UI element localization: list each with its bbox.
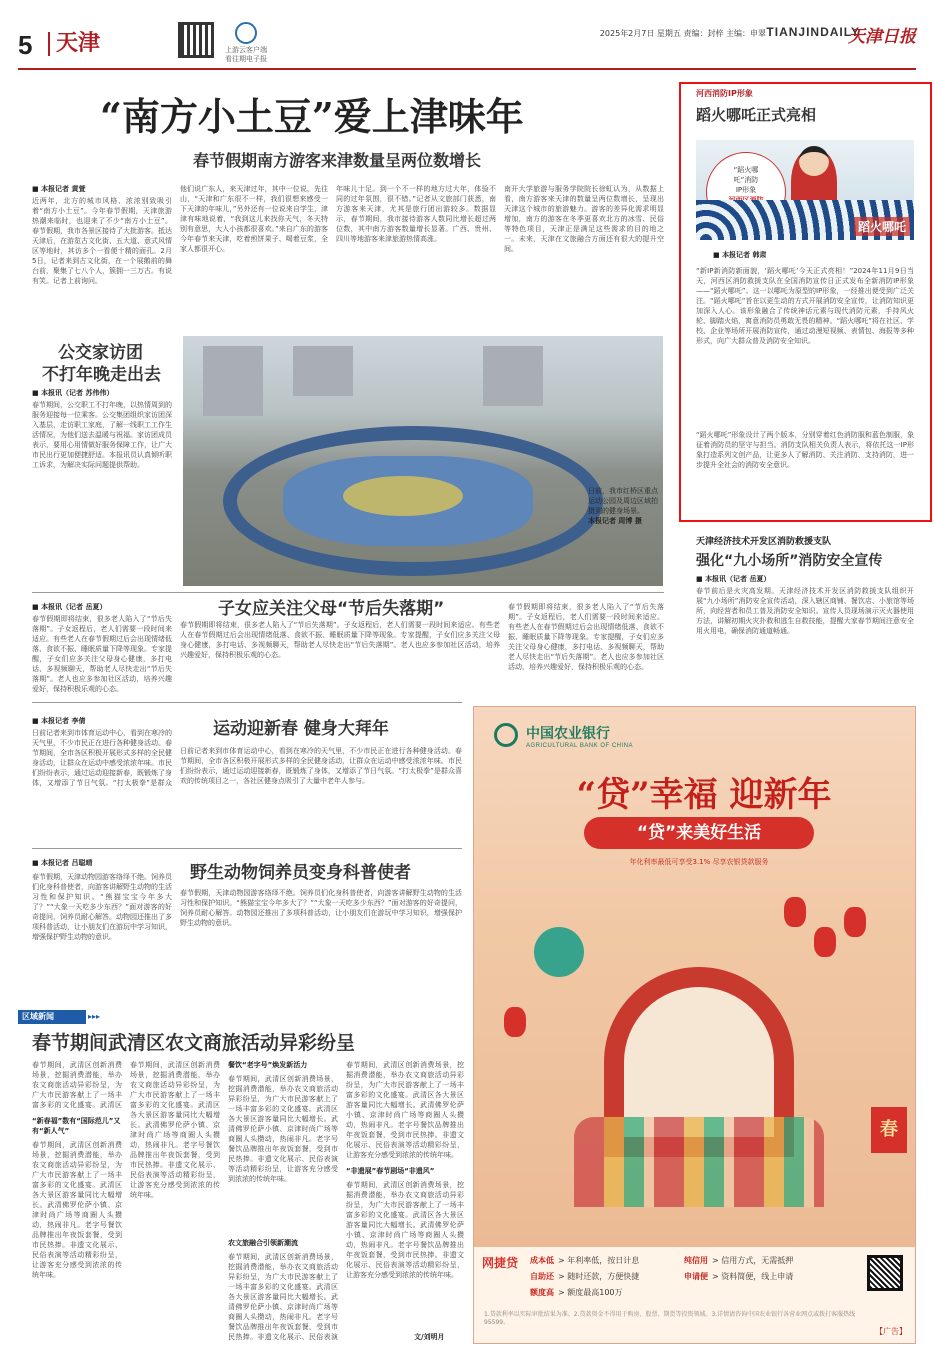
ad-row-4-value: > 信用方式，无需抵押 xyxy=(712,1256,794,1265)
circle-line-3: IP形象 xyxy=(735,186,757,194)
article-wuqing-text-5: 春节期间，武清区创新消费场景，挖掘消费潜能，举办农文商旅活动异彩纷呈，为广大市民游客献上了一场丰富多彩的文化盛宴。武清区各大景区游客量同比大幅增长。武清佛罗伦萨小镇、京津时尚广场等商圈人头攒动，热闹非凡。老字号餐饮品牌推出年夜饭套餐，受到市民热捧。非遗文化展示、民俗表演 xyxy=(228,1253,338,1341)
ad-bank-name xyxy=(526,723,633,749)
app-qr-caption[interactable] xyxy=(223,22,269,62)
ad-small-line: 年化利率最低可享受3.1% 尽享农银贷款服务 xyxy=(629,858,769,866)
ad-row-2-value: > 随时还款，方便快捷 xyxy=(558,1272,640,1281)
newspaper-page xyxy=(18,16,916,1346)
article-fire-title[interactable]: 强化“九小场所”消防安全宣传 xyxy=(696,553,883,569)
section-bar[interactable]: 区域新闻 ▸▸▸ xyxy=(18,1010,86,1024)
article-wildlife-text-2: 春节假期，天津动物园游客络绎不绝。饲养员们化身科普使者，向游客讲解野生动物的生活习性和保护知识。“熊猫宝宝今年多大了？”“大象一天吃多少东西？”面对游客的好奇提问，饲养员耐心解答。动物园还推出了多项科普活动，让小朋友们在游玩中学习知识，增强保护野生动物的意识。 xyxy=(180,889,462,927)
ad-fine-print: 1.贷款利率以实际审批结果为准。2.贷款资金不得用于购房、股票、期货等投资领域。3.详情请咨询中国农业银行各营业网点或拨打客服热线95599。 xyxy=(484,1311,856,1326)
article-wuqing-text-4: 春节期间，武清区创新消费场景，挖掘消费潜能，举办农文商旅活动异彩纷呈，为广大市民游客献上了一场丰富多彩的文化盛宴。武清区各大景区游客量同比大幅增长。武清佛罗伦萨小镇、京津时尚广场等商圈人头攒动，热闹非凡。老字号餐饮品牌推出年夜饭套餐，受到市民热捧。非遗文化展示、民俗表演等活动精彩纷呈，让游客充分感受到浓浓的传统年味。 xyxy=(228,1075,338,1183)
image-tag: 蹈火哪吒 xyxy=(854,217,910,236)
photo-caption xyxy=(588,486,660,526)
article-sport-title[interactable]: 运动迎新春 健身大拜年 xyxy=(213,719,389,739)
family-figures xyxy=(574,1117,824,1207)
ad-slogan-2: “贷”来美好生活 xyxy=(584,817,814,849)
article-bus-title-1[interactable]: 公交家访团 xyxy=(58,343,143,363)
lead-col-1: 近两年，北方的城市风格、浓浓别致吸引着“南方小土豆”。今年春节假期，天津旅游热潮来临时，也迎来了不少“南方小土豆”。春节假期，我市各景区接待了大批游客。抵达天津后，在游览古文化街、五大道、意式风情区等地时，其访多个一看便十精的面孔。2月5日，记者来到古文化街，在一个展鹅前的舞台前，聚集了七八个人，簇拥一三万古。有说有笑。记者上前询问。 xyxy=(32,197,172,285)
ad-row-1 xyxy=(530,1255,639,1266)
article-wuqing-text-1: 春节期间，武清区创新消费场景，挖掘消费潜能，举办农文商旅活动异彩纷呈，为广大市民游客献上了一场丰富多彩的文化盛宴。武清区 xyxy=(32,1061,122,1109)
article-sport-byline: ■ 本报记者 李倩 xyxy=(32,716,86,726)
brand-cn: 天津日报 xyxy=(848,27,916,47)
ad-bank-name-cn: 中国农业银行 xyxy=(526,726,610,742)
qr-caption-2: 看往期电子报 xyxy=(225,55,267,63)
article-wildlife-byline: ■ 本报记者 吕聪晴 xyxy=(32,858,93,868)
ad-row-1-value: > 年利率低，按日计息 xyxy=(558,1256,640,1265)
article-fire-text: 春节前后是火灾高发期。天津经济技术开发区消防救援支队组织开展“九小场所”消防安全宣传活动，深入辖区商铺、餐饮店、小旅馆等场所，向经营者和员工普及消防安全知识。宣传人员现场演示灭火器使用方法，讲解初期火灾扑救和逃生自救技能，提醒大家春节期间注意安全用火用电，确保消防通道畅通。 xyxy=(696,587,914,635)
circle-line-1: “蹈火哪 xyxy=(733,166,759,174)
article-parents-title[interactable]: 子女应关注父母“节后失落期” xyxy=(218,599,445,619)
article-sport-text-1: 日前记者来到市体育运动中心，看到在寒冷的天气里，不少市民正在进行各种健身活动。春节期间，全市各区积极开展形式多样的全民健身活动，让群众在运动中感受浓浓年味。市民们纷纷表示，通过运动迎接新春，既锻炼了身体，又增添了节日气氛。“打太极拳”是群众 xyxy=(32,729,172,787)
article-fire-byline: ■ 本报讯（记者 岳夏） xyxy=(696,574,771,584)
lead-col-3: 年味儿十足。到一个不一样的地方过大年，体验不同的过年氛围，很不错。”记者从文旅部门获悉，南方游客来天津，尤其是旅行团出游较多。数据显示，春节期间，我市接待游客人数同比增长超过两位数，其中南方游客数量增长显著。广西、贵州、四川等地游客来津旅游热情高涨。 xyxy=(336,185,496,243)
ad-slogan: “贷”幸福 迎新年 xyxy=(576,775,832,815)
abc-logo-icon xyxy=(494,723,518,747)
article-sport-text-2: 日前记者来到市体育运动中心，看到在寒冷的天气里，不少市民正在进行各种健身活动。春节期间，全市各区积极开展形式多样的全民健身活动，让群众在运动中感受浓浓年味。市民们纷纷表示，通过运动迎接新春，既锻炼了身体，又增添了节日气氛。“打太极拳”是群众喜欢的传统项目之一，各社区健身点吸引了大量中老年人参与。 xyxy=(180,747,462,785)
section-name: 天津 xyxy=(48,32,100,56)
ad-tag: 【广告】 xyxy=(875,1327,907,1336)
article-wildlife-title[interactable]: 野生动物饲养员变身科普使者 xyxy=(190,863,411,883)
nezha-image[interactable] xyxy=(696,140,914,240)
ad-row-5-key: 申请便 xyxy=(684,1272,708,1281)
lantern-icon xyxy=(784,897,806,927)
article-wuqing-text-3: 春节期间，武清区创新消费场景，挖掘消费潜能，举办农文商旅活动异彩纷呈，为广大市民游客献上了一场丰富多彩的文化盛宴。武清区各大景区游客量同比大幅增长。武清佛罗伦萨小镇、京津时尚广场等商圈人头攒动，热闹非凡。老字号餐饮品牌推出年夜饭套餐，受到市民热捧。非遗文化展示、民俗表演等活动精彩纷呈，让游客充分感受到浓浓的传统年味。 xyxy=(130,1061,220,1199)
article-bus-text: 春节期间，公交职工不打年晚，以热情周到的服务迎接每一位乘客。公交集团组织家访团深入基层，走访职工家庭，了解一线职工工作生活情况，为他们送去温暖与祝福。家访团成员表示，要用心用情做好服务保障工作，让广大市民出行更加便捷舒适。本报讯员认真倾听职工诉求，为解决实际问题提供帮助。 xyxy=(32,401,172,469)
sidebox-kicker: 河西消防IP形象 xyxy=(696,89,753,98)
lead-byline: ■ 本报记者 黄萱 xyxy=(32,184,86,194)
building-shape xyxy=(293,346,353,396)
article-bus-title-2[interactable]: 不打年晚走出去 xyxy=(42,365,161,385)
building-shape xyxy=(483,346,543,406)
snake-mascot-icon xyxy=(534,927,584,977)
spring-seal: 春 xyxy=(871,1107,907,1153)
ad-footer xyxy=(474,1247,916,1344)
ad-bank-name-en: AGRICULTURAL BANK OF CHINA xyxy=(526,743,634,749)
ad-row-5 xyxy=(684,1271,793,1282)
article-wuqing-title[interactable]: 春节期间武清区农文商旅活动异彩纷呈 xyxy=(32,1032,356,1054)
dateline: 2025年2月7日 星期五 责编：封梓 主编：申翠 xyxy=(599,29,766,38)
photo-caption-text: 日前，我市红桥区重点运动公园及周边区域拍摄到的健身场景。 xyxy=(588,487,658,515)
ad-row-5-value: > 资料简便，线上申请 xyxy=(712,1272,794,1281)
divider xyxy=(32,848,462,849)
lead-headline[interactable]: “南方小土豆”爱上津味年 xyxy=(100,94,524,139)
qr-caption-1: 上游云客户端 xyxy=(225,46,267,54)
ad-qr-code-icon[interactable] xyxy=(867,1255,903,1291)
lantern-icon xyxy=(814,927,836,957)
article-wuqing-author: 文/刘明月 xyxy=(414,1333,445,1341)
article-wuqing-sub3: 农文旅融合引领新潮流 xyxy=(228,1239,298,1247)
article-wildlife-text-1: 春节假期，天津动物园游客络绎不绝。饲养员们化身科普使者，向游客讲解野生动物的生活习性和保护知识。“熊猫宝宝今年多大了？”“大象一天吃多少东西？”面对游客的好奇提问，饲养员耐心解答。动物园还推出了多项科普活动，让小朋友们在游玩中学习知识，增强保护野生动物的意识。 xyxy=(32,873,172,941)
ad-row-1-key: 成本低 xyxy=(530,1256,554,1265)
article-parents-text-2: 春节假期即将结束，很多老人陷入了“节后失落期”。子女返程后，老人们需要一段时间来适应。有些老人在春节假期过后会出现情绪低落、食欲不振、睡眠质量下降等现象。专家提醒，子女们应多关注父母身心健康，多打电话、多视频聊天，帮助老人尽快走出“节后失落期”。老人也应多参加社区活动，培养兴趣爱好，保持积极乐观的心态。 xyxy=(180,621,500,659)
circle-line-2: 吒”消防 xyxy=(733,176,759,184)
ad-row-2-key: 自助还 xyxy=(530,1272,554,1281)
article-wuqing-sub2: 餐饮“老字号”焕发新活力 xyxy=(228,1061,308,1069)
divider xyxy=(32,592,664,593)
ad-row-2 xyxy=(530,1271,639,1282)
ad-row-4 xyxy=(684,1255,793,1266)
article-fire-kicker: 天津经济技术开发区消防救援支队 xyxy=(696,537,832,547)
article-parents-text-3: 春节假期即将结束，很多老人陷入了“节后失落期”。子女返程后，老人们需要一段时间来适应。有些老人在春节假期过后会出现情绪低落、食欲不振、睡眠质量下降等现象。专家提醒，子女们应多关注父母身心健康，多打电话、多视频聊天，帮助老人尽快走出“节后失落期”。老人也应多参加社区活动，培养兴趣爱好，保持积极乐观的心态。 xyxy=(508,603,664,671)
masthead xyxy=(18,16,916,70)
page-number: 5 xyxy=(18,30,33,60)
lead-subheadline: 春节假期南方游客来津数量呈两位数增长 xyxy=(193,151,482,170)
ad-illustration xyxy=(494,887,894,1217)
lantern-icon xyxy=(504,1007,526,1037)
article-parents-byline: ■ 本报讯（记者 岳夏） xyxy=(32,602,107,612)
sidebox-text-2: “蹈火哪吒”形象设计了两个版本，分别穿着红色消防服和蓝色制服，象征着消防员的坚守与担当。消防支队相关负责人表示，将依托这一IP形象打造系列文创产品，让更多人了解消防、关注消防、支持消防，进一步提升全社会的消防安全意识。 xyxy=(696,431,914,469)
article-parents-text-1: 春节假期即将结束，很多老人陷入了“节后失落期”。子女返程后，老人们需要一段时间来适应。有些老人在春节假期过后会出现情绪低落、食欲不振、睡眠质量下降等现象。专家提醒，子女们应多关注父母身心健康，多打电话、多视频聊天，帮助老人尽快走出“节后失落期”。老人也应多参加社区活动，培养兴趣爱好，保持积极乐观的心态。 xyxy=(32,615,172,693)
ad-row-3-key: 额度高 xyxy=(530,1288,554,1297)
sidebox-byline: ■ 本报记者 韩肃 xyxy=(713,250,767,260)
article-wuqing-text-2: 春节期间，武清区创新消费场景，挖掘消费潜能，举办农文商旅活动异彩纷呈，为广大市民游客献上了一场丰富多彩的文化盛宴。武清区各大景区游客量同比大幅增长。武清佛罗伦萨小镇、京津时尚广场等商圈人头攒动，热闹非凡。老字号餐饮品牌推出年夜饭套餐，受到市民热捧。非遗文化展示、民俗表演等活动精彩纷呈，让游客充分感受到浓浓的传统年味。 xyxy=(32,1141,122,1279)
article-bus-byline: ■ 本报讯（记者 苏伟伟） xyxy=(32,388,114,398)
photo-credit: 本报记者 周博 摄 xyxy=(588,517,642,525)
lead-col-2: 他们说广东人，来天津过年，其中一位说，先往山，“天津和广东很不一样，我们很想来感受一下天津的年味儿，”另外还有一位说来自学生，津津有味地说着，“我到这儿来找你天气，冬天特别有意思，大人小孩都很喜欢。”来自广东的游客今年春节来天津，吃着煎饼果子、喝着豆浆，全家人都很开心。 xyxy=(180,185,328,253)
article-wuqing-text-7: 春节期间，武清区创新消费场景，挖掘消费潜能，举办农文商旅活动异彩纷呈，为广大市民游客献上了一场丰富多彩的文化盛宴。武清区各大景区游客量同比大幅增长。武清佛罗伦萨小镇、京津时尚广场等商圈人头攒动，热闹非凡。老字号餐饮品牌推出年夜饭套餐，受到市民热捧。非遗文化展示、民俗表演等活动精彩纷呈，让游客充分感受到浓浓的传统年味。 xyxy=(346,1181,464,1279)
ad-row-4-key: 纯信用 xyxy=(684,1256,708,1265)
qr-code-icon[interactable] xyxy=(178,22,214,58)
sidebox-text-1: “新IP新消防新面貌，‘蹈火哪吒’今天正式亮相！”2024年11月9日当天，河西区消防救援支队在全国消防宣传日正式发布全新消防IP形象——“蹈火哪吒”。这一以哪吒为原型的IP形象，一经推出便受到广泛关注。“蹈火哪吒”旨在以更生动的方式开展消防安全宣传，让消防知识更加深入人心。该形象融合了传统神话元素与现代消防元素，手持风火轮、脚踏火焰，寓意消防员勇敢无畏的精神。“蹈火哪吒”将在社区、学校、企业等场所开展消防宣传，通过动漫短视频、表情包、海报等多种形式，向广大群众普及消防安全知识。 xyxy=(696,267,914,345)
ad-product-label: 网捷贷 xyxy=(482,1256,519,1270)
divider xyxy=(32,702,462,703)
ad-row-3 xyxy=(530,1287,623,1298)
brand-en: TIANJINDAILY xyxy=(766,25,860,39)
sidebox-title[interactable]: 蹈火哪吒正式亮相 xyxy=(696,106,817,124)
play-area xyxy=(343,476,463,516)
app-logo-icon xyxy=(235,22,257,44)
ad-row-3-value: > 额度最高100万 xyxy=(558,1288,623,1297)
lead-col-4: 南开大学旅游与服务学院院长徐虹认为，从数据上看，南方游客来天津的数量呈两位数增长，呈现出天津这个城市的旅游魅力。游客的差异化需求明显增加，南方的游客在冬季更喜欢北方的冰雪、民俗等特色项目，天津正是满足这些需求的目的地之一。未来，天津在文旅融合方面还有很大的提升空间。 xyxy=(504,185,664,253)
bank-advertisement[interactable] xyxy=(473,706,916,1344)
park-photo[interactable] xyxy=(183,336,663,586)
lantern-icon xyxy=(844,907,866,937)
article-wuqing-sub1: “新春福”数有“国际范儿”又有“新人气” xyxy=(32,1117,121,1135)
article-wuqing-text-6: 春节期间，武清区创新消费场景，挖掘消费潜能，举办农文商旅活动异彩纷呈，为广大市民游客献上了一场丰富多彩的文化盛宴。武清区各大景区游客量同比大幅增长。武清佛罗伦萨小镇、京津时尚广场等商圈人头攒动，热闹非凡。老字号餐饮品牌推出年夜饭套餐，受到市民热捧。非遗文化展示、民俗表演等活动精彩纷呈，让游客充分感受到浓浓的传统年味。 xyxy=(346,1061,464,1159)
article-wuqing-sub4: “非遗展”春节剧场“非遗风” xyxy=(346,1167,435,1175)
building-shape xyxy=(203,346,263,416)
